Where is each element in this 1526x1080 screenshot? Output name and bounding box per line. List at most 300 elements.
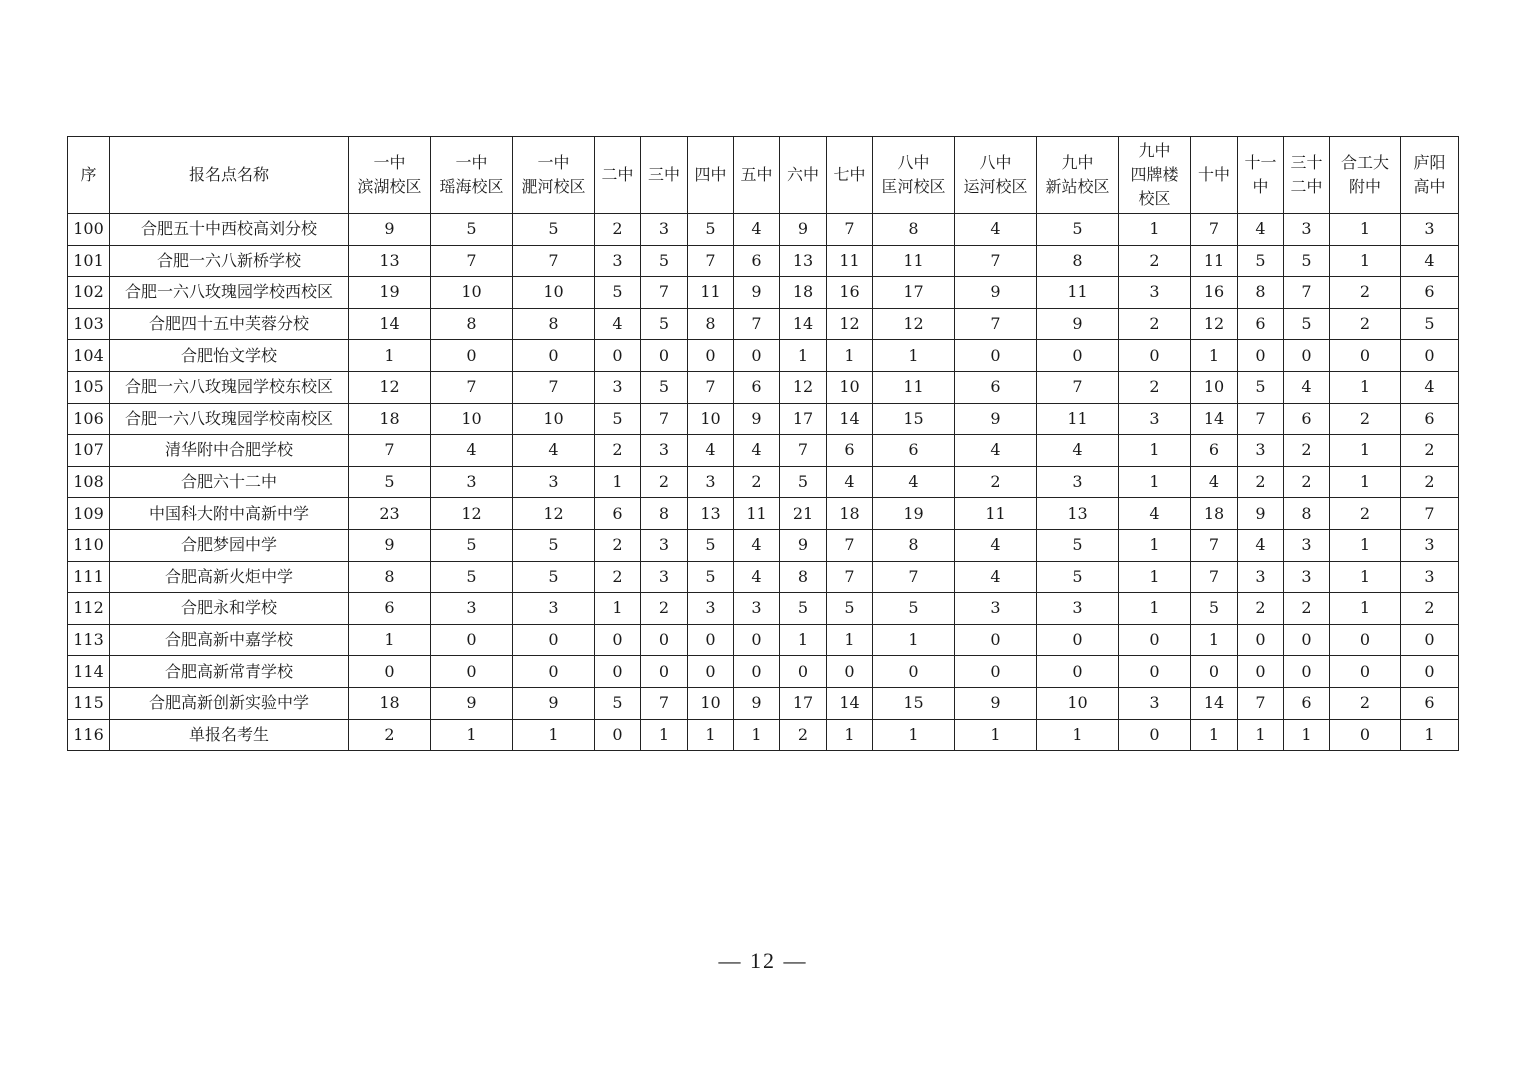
quota-cell: 1 <box>1330 435 1401 467</box>
site-name-cell: 合肥高新创新实验中学 <box>110 687 349 719</box>
row-index-cell: 102 <box>68 277 110 309</box>
quota-cell: 0 <box>595 340 641 372</box>
quota-cell: 1 <box>1037 719 1119 751</box>
quota-cell: 2 <box>1401 435 1459 467</box>
quota-cell: 14 <box>1191 403 1238 435</box>
quota-cell: 7 <box>827 529 873 561</box>
quota-cell: 1 <box>873 719 955 751</box>
column-header-line: 运河校区 <box>963 177 1028 196</box>
column-header-line: 七中 <box>833 165 866 184</box>
quota-cell: 5 <box>641 308 688 340</box>
quota-cell: 1 <box>431 719 513 751</box>
quota-cell: 8 <box>431 308 513 340</box>
quota-cell: 4 <box>1037 435 1119 467</box>
row-index-cell: 101 <box>68 245 110 277</box>
quota-cell: 6 <box>955 371 1037 403</box>
quota-cell: 1 <box>349 340 431 372</box>
quota-cell: 0 <box>1238 656 1284 688</box>
quota-cell: 5 <box>1037 214 1119 246</box>
quota-cell: 5 <box>595 687 641 719</box>
column-header-line: 一中 <box>455 153 488 172</box>
quota-cell: 1 <box>1191 719 1238 751</box>
quota-cell: 1 <box>595 593 641 625</box>
quota-cell: 0 <box>688 656 734 688</box>
site-name-cell: 合肥高新中嘉学校 <box>110 624 349 656</box>
quota-cell: 6 <box>1284 403 1330 435</box>
quota-cell: 0 <box>595 656 641 688</box>
quota-cell: 4 <box>688 435 734 467</box>
quota-cell: 5 <box>641 245 688 277</box>
quota-cell: 3 <box>595 371 641 403</box>
quota-cell: 2 <box>1401 593 1459 625</box>
row-index-cell: 116 <box>68 719 110 751</box>
quota-cell: 0 <box>873 656 955 688</box>
quota-cell: 0 <box>688 624 734 656</box>
quota-cell: 4 <box>955 529 1037 561</box>
column-header <box>641 137 688 214</box>
quota-cell: 5 <box>513 214 595 246</box>
quota-cell: 1 <box>1330 371 1401 403</box>
quota-cell: 11 <box>827 245 873 277</box>
quota-cell: 4 <box>1238 529 1284 561</box>
quota-cell: 3 <box>1037 593 1119 625</box>
column-header-line: 十一 <box>1244 153 1277 172</box>
quota-cell: 7 <box>1238 403 1284 435</box>
quota-cell: 13 <box>688 498 734 530</box>
quota-cell: 2 <box>1238 593 1284 625</box>
quota-cell: 2 <box>955 466 1037 498</box>
quota-cell: 7 <box>1037 371 1119 403</box>
quota-cell: 1 <box>780 340 827 372</box>
row-index-cell: 111 <box>68 561 110 593</box>
quota-cell: 5 <box>431 529 513 561</box>
quota-cell: 5 <box>1037 561 1119 593</box>
row-index-cell: 106 <box>68 403 110 435</box>
quota-cell: 1 <box>734 719 780 751</box>
quota-cell: 9 <box>780 214 827 246</box>
quota-cell: 5 <box>349 466 431 498</box>
quota-cell: 7 <box>513 371 595 403</box>
quota-cell: 5 <box>1284 245 1330 277</box>
quota-cell: 0 <box>1191 656 1238 688</box>
quota-cell: 9 <box>734 403 780 435</box>
quota-cell: 0 <box>1401 340 1459 372</box>
quota-cell: 0 <box>1284 624 1330 656</box>
quota-cell: 0 <box>513 340 595 372</box>
column-header-line: 二中 <box>601 165 634 184</box>
quota-cell: 11 <box>688 277 734 309</box>
quota-cell: 5 <box>827 593 873 625</box>
quota-cell: 17 <box>873 277 955 309</box>
quota-cell: 3 <box>513 593 595 625</box>
table-body <box>68 214 1459 751</box>
quota-cell: 1 <box>1119 466 1191 498</box>
column-header <box>110 137 349 214</box>
quota-cell: 6 <box>873 435 955 467</box>
quota-cell: 1 <box>1330 593 1401 625</box>
site-name-cell: 合肥怡文学校 <box>110 340 349 372</box>
quota-cell: 4 <box>1401 245 1459 277</box>
quota-cell: 0 <box>641 656 688 688</box>
quota-cell: 0 <box>1119 656 1191 688</box>
quota-cell: 7 <box>641 403 688 435</box>
quota-cell: 2 <box>1330 277 1401 309</box>
site-name-cell: 清华附中合肥学校 <box>110 435 349 467</box>
quota-cell: 7 <box>734 308 780 340</box>
column-header-line: 校区 <box>1138 189 1171 208</box>
quota-cell: 2 <box>1119 245 1191 277</box>
row-index-cell: 115 <box>68 687 110 719</box>
quota-cell: 8 <box>780 561 827 593</box>
quota-cell: 12 <box>349 371 431 403</box>
quota-cell: 7 <box>827 214 873 246</box>
site-name-cell: 合肥一六八玫瑰园学校西校区 <box>110 277 349 309</box>
quota-cell: 7 <box>873 561 955 593</box>
column-header <box>955 137 1037 214</box>
quota-cell: 6 <box>1284 687 1330 719</box>
quota-cell: 11 <box>873 245 955 277</box>
column-header-line: 四牌楼 <box>1130 165 1179 184</box>
quota-cell: 5 <box>688 214 734 246</box>
quota-cell: 3 <box>955 593 1037 625</box>
quota-cell: 3 <box>595 245 641 277</box>
quota-cell: 0 <box>1330 340 1401 372</box>
quota-cell: 11 <box>1191 245 1238 277</box>
quota-cell: 1 <box>1330 214 1401 246</box>
quota-cell: 2 <box>1284 466 1330 498</box>
table-row <box>68 277 1459 309</box>
column-header-line: 滨湖校区 <box>357 177 422 196</box>
column-header-line: 一中 <box>373 153 406 172</box>
quota-cell: 9 <box>734 277 780 309</box>
quota-cell: 2 <box>1238 466 1284 498</box>
quota-cell: 2 <box>1330 403 1401 435</box>
quota-cell: 1 <box>827 340 873 372</box>
table-row <box>68 624 1459 656</box>
quota-cell: 9 <box>1037 308 1119 340</box>
quota-cell: 7 <box>349 435 431 467</box>
quota-cell: 0 <box>1037 656 1119 688</box>
column-header-line: 瑶海校区 <box>439 177 504 196</box>
column-header-line: 九中 <box>1061 153 1094 172</box>
quota-cell: 11 <box>734 498 780 530</box>
table-row <box>68 403 1459 435</box>
quota-cell: 1 <box>688 719 734 751</box>
quota-cell: 4 <box>1119 498 1191 530</box>
quota-cell: 0 <box>1284 656 1330 688</box>
table-row <box>68 214 1459 246</box>
quota-cell: 5 <box>431 214 513 246</box>
quota-cell: 1 <box>1191 624 1238 656</box>
quota-cell: 6 <box>734 371 780 403</box>
quota-cell: 0 <box>1330 624 1401 656</box>
quota-cell: 0 <box>1238 340 1284 372</box>
quota-cell: 19 <box>349 277 431 309</box>
site-name-cell: 合肥高新火炬中学 <box>110 561 349 593</box>
quota-cell: 8 <box>688 308 734 340</box>
quota-cell: 5 <box>688 529 734 561</box>
column-header <box>349 137 431 214</box>
quota-cell: 5 <box>1284 308 1330 340</box>
quota-cell: 1 <box>827 624 873 656</box>
quota-cell: 1 <box>1330 561 1401 593</box>
quota-cell: 3 <box>1401 561 1459 593</box>
quota-cell: 7 <box>688 371 734 403</box>
quota-cell: 7 <box>1191 561 1238 593</box>
quota-cell: 4 <box>734 214 780 246</box>
quota-cell: 5 <box>513 561 595 593</box>
quota-cell: 6 <box>734 245 780 277</box>
table-row <box>68 719 1459 751</box>
table-row <box>68 308 1459 340</box>
quota-cell: 1 <box>349 624 431 656</box>
column-header <box>595 137 641 214</box>
quota-cell: 1 <box>1330 245 1401 277</box>
quota-cell: 6 <box>1238 308 1284 340</box>
row-index-cell: 112 <box>68 593 110 625</box>
quota-cell: 3 <box>431 593 513 625</box>
quota-cell: 13 <box>1037 498 1119 530</box>
quota-cell: 1 <box>1119 593 1191 625</box>
quota-cell: 5 <box>595 403 641 435</box>
quota-cell: 9 <box>955 277 1037 309</box>
quota-cell: 3 <box>641 214 688 246</box>
column-header <box>1119 137 1191 214</box>
column-header <box>688 137 734 214</box>
quota-cell: 3 <box>641 435 688 467</box>
quota-cell: 7 <box>780 435 827 467</box>
quota-cell: 4 <box>431 435 513 467</box>
quota-cell: 2 <box>349 719 431 751</box>
quota-cell: 21 <box>780 498 827 530</box>
quota-cell: 11 <box>955 498 1037 530</box>
site-name-cell: 合肥高新常青学校 <box>110 656 349 688</box>
column-header <box>1191 137 1238 214</box>
quota-cell: 7 <box>1284 277 1330 309</box>
column-header-line: 庐阳 <box>1413 153 1446 172</box>
quota-cell: 17 <box>780 403 827 435</box>
quota-cell: 2 <box>595 561 641 593</box>
quota-cell: 0 <box>1238 624 1284 656</box>
quota-cell: 6 <box>1401 277 1459 309</box>
quota-cell: 4 <box>827 466 873 498</box>
quota-cell: 9 <box>780 529 827 561</box>
quota-cell: 5 <box>780 593 827 625</box>
quota-cell: 7 <box>1238 687 1284 719</box>
site-name-cell: 合肥梦园中学 <box>110 529 349 561</box>
quota-cell: 3 <box>1119 403 1191 435</box>
row-index-cell: 103 <box>68 308 110 340</box>
quota-cell: 10 <box>431 403 513 435</box>
column-header <box>431 137 513 214</box>
quota-cell: 5 <box>873 593 955 625</box>
quota-cell: 3 <box>1238 435 1284 467</box>
quota-cell: 1 <box>827 719 873 751</box>
quota-table <box>67 136 1459 751</box>
quota-cell: 7 <box>513 245 595 277</box>
quota-cell: 10 <box>513 403 595 435</box>
quota-cell: 3 <box>1238 561 1284 593</box>
table-row <box>68 593 1459 625</box>
column-header-line: 六中 <box>786 165 819 184</box>
quota-cell: 1 <box>780 624 827 656</box>
quota-cell: 6 <box>349 593 431 625</box>
quota-cell: 10 <box>431 277 513 309</box>
quota-cell: 9 <box>1238 498 1284 530</box>
column-header <box>780 137 827 214</box>
quota-cell: 18 <box>780 277 827 309</box>
quota-cell: 0 <box>955 340 1037 372</box>
quota-cell: 12 <box>513 498 595 530</box>
quota-cell: 3 <box>688 466 734 498</box>
quota-cell: 14 <box>780 308 827 340</box>
site-name-cell: 中国科大附中高新中学 <box>110 498 349 530</box>
quota-cell: 9 <box>431 687 513 719</box>
column-header <box>68 137 110 214</box>
quota-cell: 4 <box>955 435 1037 467</box>
column-header-line: 附中 <box>1348 177 1381 196</box>
quota-cell: 3 <box>1284 561 1330 593</box>
quota-cell: 0 <box>431 624 513 656</box>
quota-cell: 0 <box>1037 340 1119 372</box>
quota-cell: 5 <box>431 561 513 593</box>
quota-cell: 2 <box>734 466 780 498</box>
column-header-line: 三中 <box>647 165 680 184</box>
quota-cell: 2 <box>595 529 641 561</box>
quota-cell: 8 <box>1238 277 1284 309</box>
quota-cell: 1 <box>641 719 688 751</box>
quota-cell: 9 <box>955 687 1037 719</box>
quota-cell: 1 <box>595 466 641 498</box>
table-row <box>68 687 1459 719</box>
quota-cell: 1 <box>955 719 1037 751</box>
quota-cell: 10 <box>688 403 734 435</box>
column-header-line: 十中 <box>1197 165 1230 184</box>
quota-cell: 11 <box>873 371 955 403</box>
quota-cell: 14 <box>349 308 431 340</box>
quota-cell: 5 <box>595 277 641 309</box>
table-row <box>68 466 1459 498</box>
column-header-line: 一中 <box>537 153 570 172</box>
table-row <box>68 561 1459 593</box>
column-header <box>1284 137 1330 214</box>
column-header-line: 五中 <box>740 165 773 184</box>
quota-cell: 5 <box>1238 245 1284 277</box>
quota-cell: 3 <box>1037 466 1119 498</box>
quota-cell: 0 <box>1401 624 1459 656</box>
quota-cell: 13 <box>349 245 431 277</box>
quota-cell: 0 <box>827 656 873 688</box>
column-header <box>1037 137 1119 214</box>
column-header <box>734 137 780 214</box>
quota-cell: 2 <box>1330 687 1401 719</box>
quota-cell: 6 <box>1401 403 1459 435</box>
quota-cell: 18 <box>827 498 873 530</box>
quota-cell: 1 <box>1119 529 1191 561</box>
quota-cell: 18 <box>1191 498 1238 530</box>
quota-cell: 4 <box>1238 214 1284 246</box>
quota-cell: 3 <box>688 593 734 625</box>
quota-cell: 18 <box>349 687 431 719</box>
column-header <box>873 137 955 214</box>
quota-cell: 7 <box>955 245 1037 277</box>
column-header-line: 合工大 <box>1340 153 1389 172</box>
page-number: — 12 — <box>718 948 808 973</box>
quota-cell: 3 <box>431 466 513 498</box>
quota-cell: 6 <box>1191 435 1238 467</box>
quota-cell: 2 <box>1330 308 1401 340</box>
column-header-line: 九中 <box>1138 141 1171 160</box>
quota-cell: 8 <box>349 561 431 593</box>
column-header-line: 中 <box>1252 177 1269 196</box>
row-index-cell: 113 <box>68 624 110 656</box>
column-header-line: 四中 <box>694 165 727 184</box>
quota-cell: 0 <box>955 624 1037 656</box>
column-header-line: 淝河校区 <box>521 177 586 196</box>
quota-cell: 4 <box>513 435 595 467</box>
quota-cell: 2 <box>641 466 688 498</box>
quota-cell: 1 <box>873 340 955 372</box>
quota-cell: 5 <box>1238 371 1284 403</box>
column-header-line: 八中 <box>897 153 930 172</box>
quota-cell: 2 <box>1284 435 1330 467</box>
quota-cell: 23 <box>349 498 431 530</box>
quota-cell: 0 <box>1401 656 1459 688</box>
quota-cell: 0 <box>1284 340 1330 372</box>
quota-cell: 1 <box>1119 435 1191 467</box>
column-header-line: 八中 <box>979 153 1012 172</box>
quota-cell: 3 <box>1119 687 1191 719</box>
row-index-cell: 109 <box>68 498 110 530</box>
quota-cell: 17 <box>780 687 827 719</box>
column-header-line: 新站校区 <box>1045 177 1110 196</box>
quota-cell: 3 <box>513 466 595 498</box>
site-name-cell: 合肥五十中西校高刘分校 <box>110 214 349 246</box>
quota-cell: 0 <box>1119 624 1191 656</box>
quota-cell: 12 <box>873 308 955 340</box>
quota-cell: 3 <box>1284 529 1330 561</box>
quota-cell: 0 <box>1119 719 1191 751</box>
quota-cell: 1 <box>1401 719 1459 751</box>
quota-cell: 1 <box>513 719 595 751</box>
table-row <box>68 340 1459 372</box>
quota-cell: 5 <box>513 529 595 561</box>
quota-cell: 3 <box>734 593 780 625</box>
quota-cell: 6 <box>827 435 873 467</box>
quota-cell: 1 <box>1330 466 1401 498</box>
quota-cell: 0 <box>431 656 513 688</box>
quota-cell: 19 <box>873 498 955 530</box>
table-row <box>68 529 1459 561</box>
quota-cell: 16 <box>827 277 873 309</box>
quota-cell: 9 <box>734 687 780 719</box>
quota-cell: 0 <box>1330 719 1401 751</box>
quota-cell: 7 <box>641 687 688 719</box>
quota-cell: 3 <box>641 561 688 593</box>
quota-cell: 9 <box>955 403 1037 435</box>
quota-cell: 5 <box>641 371 688 403</box>
site-name-cell: 合肥一六八新桥学校 <box>110 245 349 277</box>
quota-cell: 0 <box>734 340 780 372</box>
quota-cell: 3 <box>1401 214 1459 246</box>
quota-cell: 1 <box>1238 719 1284 751</box>
quota-cell: 6 <box>1401 687 1459 719</box>
quota-cell: 0 <box>513 624 595 656</box>
table-row <box>68 656 1459 688</box>
quota-cell: 3 <box>1284 214 1330 246</box>
site-name-cell: 合肥一六八玫瑰园学校南校区 <box>110 403 349 435</box>
row-index-cell: 104 <box>68 340 110 372</box>
